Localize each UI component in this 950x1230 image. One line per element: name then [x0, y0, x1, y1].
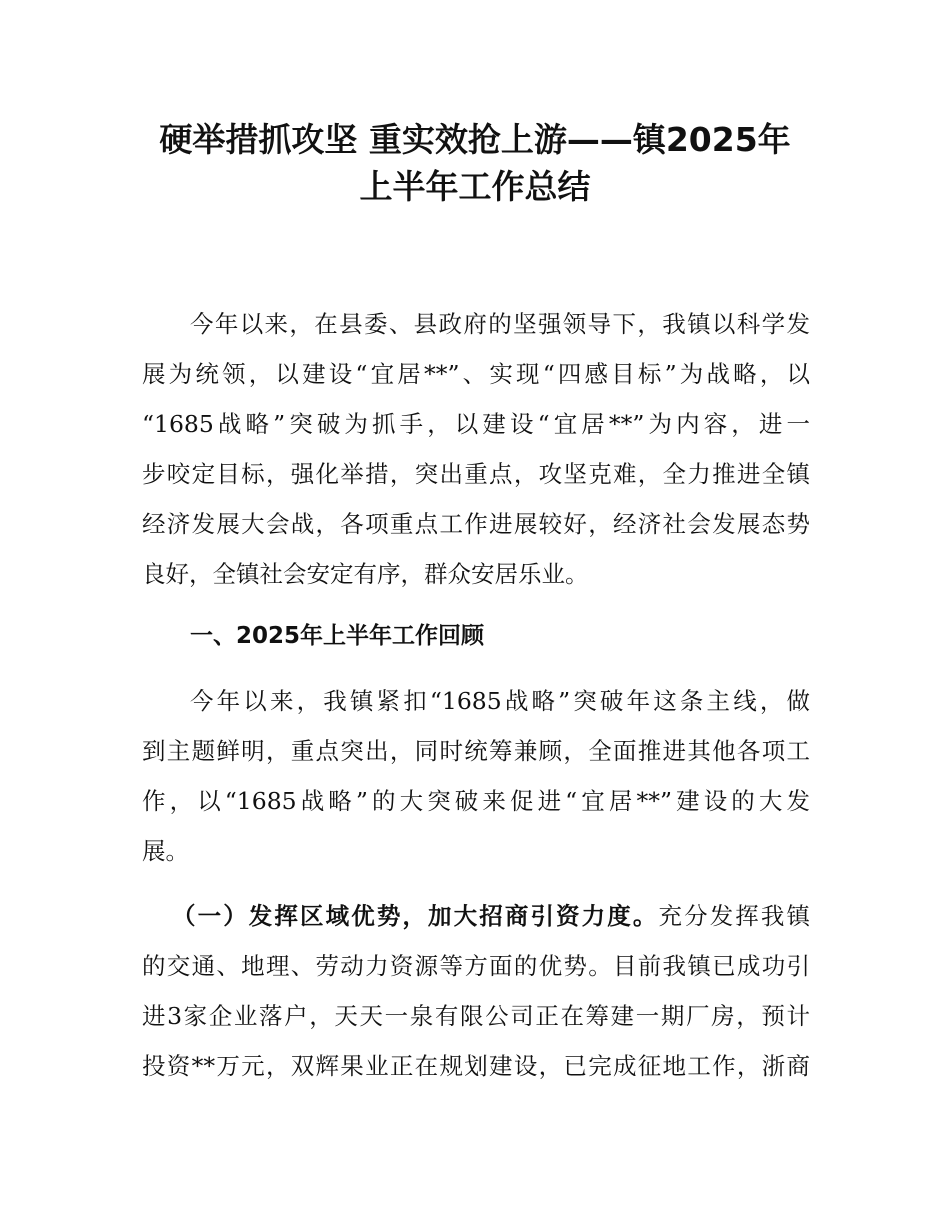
paragraph-3-line-3: 进3家企业落户，天天一泉有限公司正在筹建一期厂房，预计: [142, 1002, 810, 1030]
paragraph-1-line-1: 今年以来，在县委、县政府的坚强领导下，我镇以科学发: [190, 310, 810, 338]
paragraph-2-line-1: 今年以来，我镇紧扣“1685战略”突破年这条主线，做: [190, 687, 810, 715]
paragraph-3-line-4: 投资**万元，双辉果业正在规划建设，已完成征地工作，浙商: [142, 1052, 810, 1080]
section-1-heading: 一、2025年上半年工作回顾: [190, 623, 485, 649]
paragraph-1-line-5: 经济发展大会战，各项重点工作进展较好，经济社会发展态势: [142, 510, 810, 538]
paragraph-2-line-3: 作，以“1685战略”的大突破来促进“宜居**”建设的大发: [142, 787, 810, 815]
paragraph-2-line-2: 到主题鲜明，重点突出，同时统筹兼顾，全面推进其他各项工: [142, 737, 810, 765]
paragraph-3-line-1-rest: 充分发挥我镇: [658, 902, 810, 930]
paragraph-1-line-3: “1685战略”突破为抓手，以建设“宜居**”为内容，进一: [142, 410, 810, 438]
paragraph-1-line-6: 良好，全镇社会安定有序，群众安居乐业。: [142, 560, 589, 588]
paragraph-2-line-4: 展。: [142, 837, 189, 865]
document-title-line-2: 上半年工作总结: [359, 167, 591, 206]
paragraph-1-line-2: 展为统领，以建设“宜居**”、实现“四感目标”为战略，以: [142, 360, 810, 388]
paragraph-3-line-1: [172, 891, 810, 941]
paragraph-3-line-2: 的交通、地理、劳动力资源等方面的优势。目前我镇已成功引: [142, 952, 810, 980]
subsection-1-heading: （一）发挥区域优势，加大招商引资力度。: [172, 902, 659, 930]
paragraph-1-line-4: 步咬定目标，强化举措，突出重点，攻坚克难，全力推进全镇: [142, 460, 810, 488]
document-title-line-1: 硬举措抓攻坚 重实效抢上游——镇2025年: [159, 120, 791, 159]
